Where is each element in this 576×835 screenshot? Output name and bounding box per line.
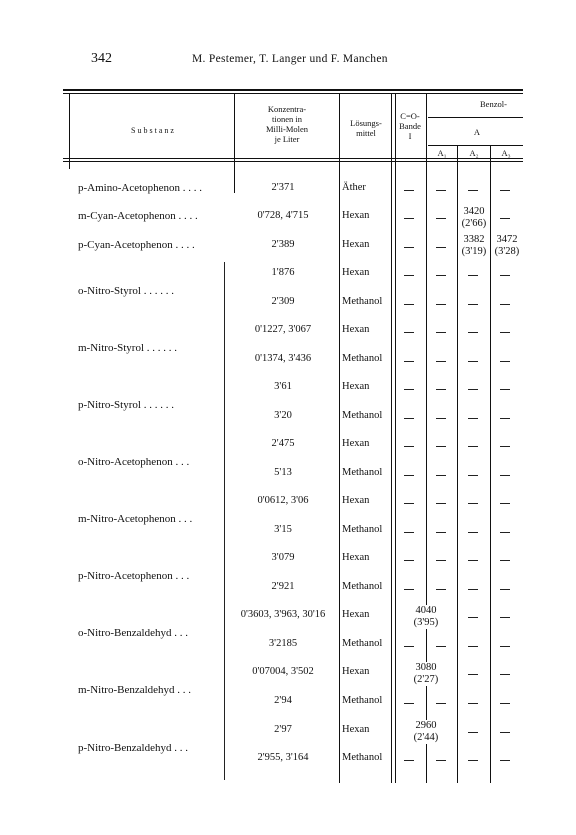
col-rule-3a bbox=[391, 93, 392, 783]
header-konz-line: Konzentra- bbox=[267, 104, 307, 114]
empty-cell-dash bbox=[468, 275, 478, 276]
top-rule bbox=[63, 89, 523, 91]
empty-cell-dash bbox=[436, 275, 446, 276]
empty-cell-dash bbox=[404, 190, 414, 191]
empty-cell-dash bbox=[404, 703, 414, 704]
col-rule-1 bbox=[234, 93, 235, 193]
concentration: 2'309 bbox=[271, 296, 295, 307]
concentration: 5'13 bbox=[274, 467, 292, 478]
empty-cell-dash bbox=[404, 532, 414, 533]
empty-cell-dash bbox=[500, 275, 510, 276]
empty-cell-dash bbox=[404, 589, 414, 590]
empty-cell-dash bbox=[500, 646, 510, 647]
solvent: Methanol bbox=[342, 296, 383, 307]
concentration: 2'955, 3'164 bbox=[257, 752, 309, 763]
empty-cell-dash bbox=[404, 275, 414, 276]
solvent: Hexan bbox=[342, 724, 370, 735]
compound-name: o-Nitro-Benzaldehyd . . . bbox=[78, 627, 188, 639]
empty-cell-dash bbox=[404, 247, 414, 248]
left-rule bbox=[69, 93, 70, 169]
band-value bbox=[396, 720, 456, 744]
empty-cell-dash bbox=[436, 247, 446, 248]
solvent: Hexan bbox=[342, 609, 370, 620]
empty-cell-dash bbox=[436, 389, 446, 390]
empty-cell-dash bbox=[500, 674, 510, 675]
solvent: Methanol bbox=[342, 467, 383, 478]
empty-cell-dash bbox=[500, 732, 510, 733]
running-head: M. Pestemer, T. Langer und F. Manchen bbox=[192, 53, 388, 65]
header-co-line: Bande bbox=[399, 121, 421, 131]
solvent: Hexan bbox=[342, 666, 370, 677]
concentration: 3'2185 bbox=[268, 638, 298, 649]
compound-name: m-Nitro-Styrol . . . . . . bbox=[78, 342, 177, 354]
empty-cell-dash bbox=[436, 503, 446, 504]
empty-cell-dash bbox=[436, 304, 446, 305]
empty-cell-dash bbox=[404, 332, 414, 333]
band-wavenumber: 2960 bbox=[415, 720, 437, 731]
concentration: 3'15 bbox=[274, 524, 292, 535]
empty-cell-dash bbox=[500, 760, 510, 761]
empty-cell-dash bbox=[404, 418, 414, 419]
page-number: 342 bbox=[91, 51, 112, 66]
empty-cell-dash bbox=[468, 532, 478, 533]
empty-cell-dash bbox=[500, 560, 510, 561]
solvent: Methanol bbox=[342, 752, 383, 763]
band-extinction: (3'95) bbox=[413, 617, 439, 628]
compound-name: p-Nitro-Benzaldehyd . . . bbox=[78, 742, 188, 754]
benzol-subrule bbox=[428, 117, 523, 118]
solvent: Methanol bbox=[342, 353, 383, 364]
empty-cell-dash bbox=[500, 418, 510, 419]
empty-cell-dash bbox=[436, 703, 446, 704]
solvent: Methanol bbox=[342, 410, 383, 421]
header-konz-line: tionen in bbox=[272, 114, 302, 124]
empty-cell-dash bbox=[500, 361, 510, 362]
band-wavenumber: 3472 bbox=[496, 234, 518, 245]
empty-cell-dash bbox=[468, 475, 478, 476]
empty-cell-dash bbox=[468, 674, 478, 675]
band-wavenumber: 4040 bbox=[415, 605, 437, 616]
empty-cell-dash bbox=[404, 389, 414, 390]
concentration: 0'0612, 3'06 bbox=[257, 495, 309, 506]
band-value bbox=[458, 206, 490, 230]
header-bottom-rule-thin bbox=[63, 161, 523, 162]
empty-cell-dash bbox=[500, 190, 510, 191]
band-extinction: (3'19) bbox=[461, 246, 487, 257]
solvent: Hexan bbox=[342, 495, 370, 506]
a-subrule bbox=[428, 145, 523, 146]
band-wavenumber: 3080 bbox=[415, 662, 437, 673]
header-substanz: S u b s t a n z bbox=[131, 126, 174, 135]
empty-cell-dash bbox=[500, 304, 510, 305]
empty-cell-dash bbox=[404, 503, 414, 504]
empty-cell-dash bbox=[468, 760, 478, 761]
band-extinction: (2'66) bbox=[461, 218, 487, 229]
empty-cell-dash bbox=[468, 503, 478, 504]
header-konzentration bbox=[238, 104, 336, 144]
header-a3: A₃ bbox=[501, 148, 511, 158]
header-a1: A₁ bbox=[437, 148, 447, 158]
empty-cell-dash bbox=[404, 218, 414, 219]
header-co-bande bbox=[393, 111, 427, 141]
empty-cell-dash bbox=[436, 475, 446, 476]
empty-cell-dash bbox=[500, 332, 510, 333]
empty-cell-dash bbox=[404, 304, 414, 305]
concentration: 2'97 bbox=[274, 724, 292, 735]
concentration: 0'1374, 3'436 bbox=[254, 353, 312, 364]
solvent: Hexan bbox=[342, 267, 370, 278]
empty-cell-dash bbox=[468, 703, 478, 704]
compound-name: o-Nitro-Acetophenon . . . bbox=[78, 456, 190, 468]
empty-cell-dash bbox=[500, 589, 510, 590]
header-benzol: Benzol- bbox=[480, 99, 507, 109]
empty-cell-dash bbox=[500, 218, 510, 219]
compound-name: p-Amino-Acetophenon . . . . bbox=[78, 182, 203, 194]
header-konz-line: je Liter bbox=[274, 134, 300, 144]
empty-cell-dash bbox=[500, 703, 510, 704]
band-wavenumber: 3382 bbox=[463, 234, 485, 245]
empty-cell-dash bbox=[468, 446, 478, 447]
header-bottom-rule bbox=[63, 158, 523, 159]
band-value bbox=[491, 234, 523, 258]
solvent: Methanol bbox=[342, 524, 383, 535]
band-extinction: (2'27) bbox=[413, 674, 439, 685]
compound-name: m-Nitro-Benzaldehyd . . . bbox=[78, 684, 192, 696]
concentration: 2'389 bbox=[271, 239, 295, 250]
empty-cell-dash bbox=[500, 389, 510, 390]
empty-cell-dash bbox=[404, 760, 414, 761]
band-extinction: (3'28) bbox=[494, 246, 520, 257]
header-a2: A₂ bbox=[469, 148, 479, 158]
header-loesungsmittel bbox=[341, 118, 391, 138]
empty-cell-dash bbox=[468, 646, 478, 647]
empty-cell-dash bbox=[436, 218, 446, 219]
empty-cell-dash bbox=[468, 361, 478, 362]
concentration: 3'20 bbox=[274, 410, 292, 421]
solvent: Methanol bbox=[342, 638, 383, 649]
empty-cell-dash bbox=[436, 361, 446, 362]
concentration: 3'079 bbox=[271, 552, 295, 563]
empty-cell-dash bbox=[436, 532, 446, 533]
concentration: 2'475 bbox=[271, 438, 295, 449]
band-extinction: (2'44) bbox=[413, 732, 439, 743]
empty-cell-dash bbox=[500, 475, 510, 476]
empty-cell-dash bbox=[500, 503, 510, 504]
header-co-line: I bbox=[408, 131, 412, 141]
empty-cell-dash bbox=[500, 617, 510, 618]
empty-cell-dash bbox=[468, 732, 478, 733]
concentration: 2'371 bbox=[271, 182, 295, 193]
band-wavenumber: 3420 bbox=[463, 206, 485, 217]
empty-cell-dash bbox=[468, 304, 478, 305]
header-co-line: C=O- bbox=[400, 111, 420, 121]
top-rule-thin bbox=[63, 93, 523, 94]
solvent: Hexan bbox=[342, 552, 370, 563]
solvent: Methanol bbox=[342, 581, 383, 592]
empty-cell-dash bbox=[436, 190, 446, 191]
compound-name: p-Nitro-Acetophenon . . . bbox=[78, 570, 190, 582]
header-loes-line: mittel bbox=[356, 128, 376, 138]
empty-cell-dash bbox=[468, 418, 478, 419]
solvent: Hexan bbox=[342, 381, 370, 392]
compound-name: p-Cyan-Acetophenon . . . . bbox=[78, 239, 195, 251]
compound-name: m-Cyan-Acetophenon . . . . bbox=[78, 210, 198, 222]
solvent: Hexan bbox=[342, 239, 370, 250]
empty-cell-dash bbox=[404, 361, 414, 362]
header-loes-line: Lösungs- bbox=[350, 118, 382, 128]
concentration: 0'728, 4'715 bbox=[257, 210, 309, 221]
empty-cell-dash bbox=[468, 389, 478, 390]
empty-cell-dash bbox=[436, 589, 446, 590]
compound-name: m-Nitro-Acetophenon . . . bbox=[78, 513, 193, 525]
band-value bbox=[396, 605, 456, 629]
concentration: 0'07004, 3'502 bbox=[252, 666, 314, 677]
concentration: 1'876 bbox=[271, 267, 295, 278]
empty-cell-dash bbox=[500, 446, 510, 447]
solvent: Methanol bbox=[342, 695, 383, 706]
header-group-a: A bbox=[473, 127, 481, 137]
empty-cell-dash bbox=[436, 446, 446, 447]
empty-cell-dash bbox=[468, 617, 478, 618]
empty-cell-dash bbox=[436, 418, 446, 419]
header-konz-line: Milli-Molen bbox=[265, 124, 309, 134]
empty-cell-dash bbox=[404, 446, 414, 447]
concentration: 3'61 bbox=[274, 381, 292, 392]
col-rule-2 bbox=[339, 93, 340, 783]
empty-cell-dash bbox=[436, 760, 446, 761]
compound-name: p-Nitro-Styrol . . . . . . bbox=[78, 399, 174, 411]
concentration: 2'921 bbox=[271, 581, 295, 592]
empty-cell-dash bbox=[436, 332, 446, 333]
empty-cell-dash bbox=[468, 332, 478, 333]
empty-cell-dash bbox=[436, 646, 446, 647]
concentration: 2'94 bbox=[274, 695, 292, 706]
empty-cell-dash bbox=[468, 589, 478, 590]
band-value bbox=[396, 662, 456, 686]
band-value bbox=[458, 234, 490, 258]
compound-name: o-Nitro-Styrol . . . . . . bbox=[78, 285, 174, 297]
concentration: 0'1227, 3'067 bbox=[254, 324, 312, 335]
empty-cell-dash bbox=[404, 560, 414, 561]
empty-cell-dash bbox=[404, 475, 414, 476]
concentration: 0'3603, 3'963, 30'16 bbox=[240, 609, 326, 620]
solvent: Hexan bbox=[342, 324, 370, 335]
empty-cell-dash bbox=[500, 532, 510, 533]
solvent: Hexan bbox=[342, 438, 370, 449]
empty-cell-dash bbox=[468, 560, 478, 561]
solvent: Äther bbox=[342, 182, 366, 193]
empty-cell-dash bbox=[436, 560, 446, 561]
empty-cell-dash bbox=[404, 646, 414, 647]
empty-cell-dash bbox=[468, 190, 478, 191]
solvent: Hexan bbox=[342, 210, 370, 221]
